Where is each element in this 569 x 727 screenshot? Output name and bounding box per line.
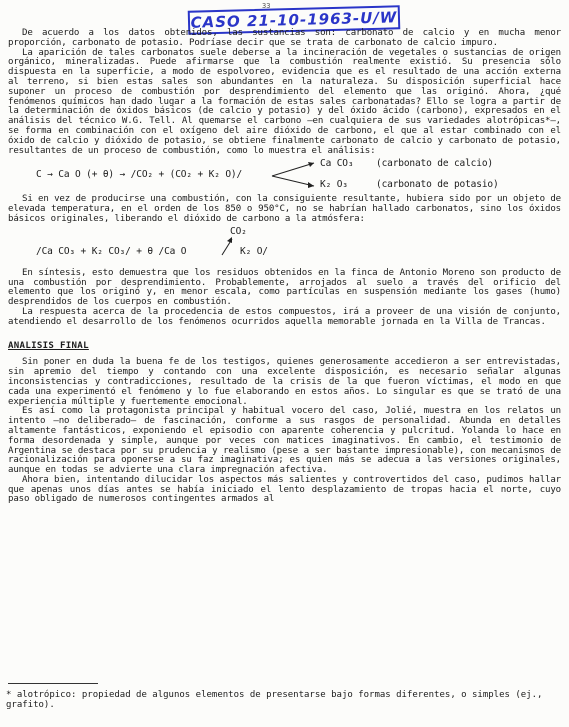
branch-bottom: K₂ O₃ xyxy=(320,179,348,191)
branch-top: Ca CO₃ xyxy=(320,158,354,170)
chemical-equation-2 xyxy=(8,227,561,267)
equation2-text: /Ca CO₃ + K₂ CO₃/ + θ /Ca O xyxy=(36,245,187,257)
paragraph: La respuesta acerca de la procedencia de estos compuestos, irá a proveer de una visión de conjunto, atendiendo el desarrollo de los fenómenos ocurridos aquella memorable jornada en la Villa de Trancas. xyxy=(8,306,561,327)
section-heading: ANALISIS FINAL xyxy=(8,340,89,351)
paragraph: Sin poner en duda la buena fe de los testigos, quienes generosamente accedieron a ser entrevistadas, sin apremio del tiempo y contando con una excelente disposición, es necesario señalar algunas inconsistencias y contradicciones, resultado de la crisis de la que fueron víctimas, el modo en que cada una experimentó el fenómeno y lo fue elaborando en estos años. Lo singular es que se trató de una experiencia múltiple y fuertemente emocional. xyxy=(8,357,561,407)
paragraph: Es así como la protagonista principal y habitual vocero del caso, Jolié, muestra en los relatos un intento —no deliberado— de fascinación, conforme a sus rasgos de personalidad. Abunda en detalles altamente fantásticos, exponiendo el episodio con aparente coherencia y pulcritud. Yolanda lo hace en forma desordenada y simple, aunque por veces con matices imaginativos. En cambio, el testimonio de Argentina se destaca por su prudencia y realismo (pese a ser bastante impresionable), con mecanismos de racionalización para oponerse a su faz imaginativa; es quien más se adecua a las versiones originales, aunque en todas se advierte una clara impregnación afectiva. xyxy=(8,406,561,476)
label-top: (carbonato de calcio) xyxy=(376,158,493,170)
equation-left: C → Ca O (+ θ) → /CO₂ + (CO₂ + K₂ O)/ xyxy=(36,169,243,181)
equation2-tail: K₂ O/ xyxy=(240,245,268,257)
paragraph: La aparición de tales carbonatos suele deberse a la incineración de vegetales o sustancias de origen orgánico, mineralizadas. Puede afirmarse que la combustión realmente existió. Su presencia sólo dispuesta en la superficie, a modo de espolvoreo, evidencia que es el resultado de una acción externa al terreno, si bien estas sales son abundantes en la naturaleza. Su disposición superficial hace suponer un proceso de combustión por desprendimiento del elemento que las originó. Ahora, ¿qué fenómenos químicos han dado lugar a la formación de estas sales carbonatadas? Ello se logra a partir de la determinación de óxidos básicos (de calcio y potasio) y del óxido ácido (carbono), expresados en el análisis del técnico W.G. Tell. Al quemarse el carbono —en cualquiera de sus variedades alotrópicas*—, se forma en combinación con el oxígeno del aire dióxido de carbono, el que al estar combinado con el óxido de calcio y dióxido de potasio, se obtiene finalmente carbonato de calcio y carbonato de potasio, resultantes de un proceso de combustión, como lo muestra el análisis: xyxy=(8,47,561,156)
branch-arrows-icon xyxy=(270,158,320,192)
arrow-up-icon xyxy=(218,235,238,257)
paragraph: Si en vez de producirse una combustión, con la consiguiente resultante, hubiera sido por un objeto de elevada temperatura, en el orden de los 850 o 950°C, no se habrían hallado carbonatos, sino los óxidos básicos originales, liberando el dióxido de carbono a la atmósfera: xyxy=(8,194,561,224)
chemical-equation-1 xyxy=(8,158,561,192)
page-number: 33 xyxy=(262,2,271,10)
paragraph: De acuerdo a los datos obtenidos, las sustancias son: carbonato de calcio y en mucha menor proporción, carbonato de potasio. Podríase decir que se trata de carbonato de calcio impuro. xyxy=(8,28,561,48)
equation2-up: CO₂ xyxy=(230,225,247,237)
body-text xyxy=(8,29,561,505)
case-stamp: CASO 21-10-1963-U/W xyxy=(188,5,401,35)
footnote-divider xyxy=(8,683,98,684)
footnote: * alotrópico: propiedad de algunos elementos de presentarse bajo formas diferentes, o simples (ej., grafito). xyxy=(6,690,543,710)
label-bottom: (carbonato de potasio) xyxy=(376,179,499,191)
paragraph: Ahora bien, intentando dilucidar los aspectos más salientes y controvertidos del caso, pudimos hallar que apenas unos días antes se había iniciado el lento desplazamiento de tropas hacia el norte, cuyo paso obligado de numerosos contingentes armados al xyxy=(8,474,561,505)
paragraph: En síntesis, esto demuestra que los residuos obtenidos en la finca de Antonio Moreno son producto de una combustión por desprendimiento. Probablemente, arrojados al suelo a través del orificio del elemento que los originó y, en menor escala, como partículas en suspensión mediante los gases (humo) desprendidos de los cuerpos en combustión. xyxy=(8,267,561,308)
